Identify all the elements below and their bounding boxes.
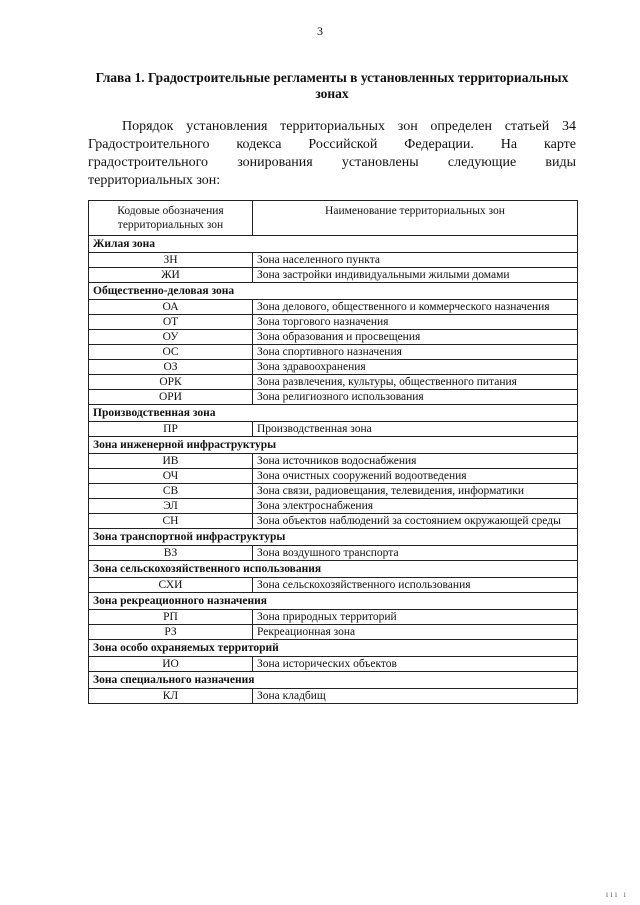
zone-code: ЭЛ (89, 499, 253, 514)
zone-group-name: Зона инженерной инфраструктуры (89, 437, 578, 454)
zone-code: СВ (89, 484, 253, 499)
table-row (89, 578, 578, 593)
zone-group-row (89, 672, 578, 689)
zone-group-row (89, 529, 578, 546)
table-row (89, 484, 578, 499)
table-row (89, 360, 578, 375)
zone-code: ОЧ (89, 469, 253, 484)
table-row (89, 390, 578, 405)
zone-code: ОРИ (89, 390, 253, 405)
zone-name: Зона очистных сооружений водоотведения (253, 469, 578, 484)
zone-name: Зона природных территорий (253, 610, 578, 625)
zone-group-name: Зона специального назначения (89, 672, 578, 689)
zone-name: Производственная зона (253, 422, 578, 437)
zone-name: Зона делового, общественного и коммерческого назначения (253, 300, 578, 315)
table-row (89, 268, 578, 283)
zones-table (88, 200, 578, 704)
zone-name: Зона исторических объектов (253, 657, 578, 672)
zone-group-name: Жилая зона (89, 236, 578, 253)
zone-name: Зона религиозного использования (253, 390, 578, 405)
table-row (89, 514, 578, 529)
page-number: 3 (317, 24, 323, 38)
zone-name: Зона кладбищ (253, 689, 578, 704)
zone-group-row (89, 640, 578, 657)
zone-name: Зона связи, радиовещания, телевидения, информатики (253, 484, 578, 499)
table-row (89, 422, 578, 437)
zone-name: Зона торгового назначения (253, 315, 578, 330)
zone-code: ЗН (89, 253, 253, 268)
zone-group-name: Зона рекреационного назначения (89, 593, 578, 610)
table-row (89, 345, 578, 360)
zone-group-row (89, 437, 578, 454)
zone-code: ОА (89, 300, 253, 315)
zone-name: Зона электроснабжения (253, 499, 578, 514)
table-row (89, 330, 578, 345)
zone-code: ИО (89, 657, 253, 672)
zone-group-row (89, 561, 578, 578)
zone-code: ВЗ (89, 546, 253, 561)
table-row (89, 610, 578, 625)
zone-group-name: Общественно-деловая зона (89, 283, 578, 300)
zone-group-row (89, 283, 578, 300)
table-row (89, 253, 578, 268)
table-row (89, 499, 578, 514)
zone-name: Рекреационная зона (253, 625, 578, 640)
zone-code: СН (89, 514, 253, 529)
zone-group-name: Производственная зона (89, 405, 578, 422)
table-row (89, 454, 578, 469)
zone-code: ОС (89, 345, 253, 360)
zone-code: РЗ (89, 625, 253, 640)
zone-name: Зона здравоохранения (253, 360, 578, 375)
table-row (89, 315, 578, 330)
zone-group-row (89, 236, 578, 253)
zone-group-row (89, 405, 578, 422)
table-header-row (89, 201, 578, 236)
zone-code: ОЗ (89, 360, 253, 375)
zone-group-name: Зона транспортной инфраструктуры (89, 529, 578, 546)
table-row (89, 689, 578, 704)
zone-name: Зона объектов наблюдений за состоянием окружающей среды (253, 514, 578, 529)
table-row (89, 375, 578, 390)
zone-code: РП (89, 610, 253, 625)
zone-code: СХИ (89, 578, 253, 593)
zone-group-name: Зона сельскохозяйственного использования (89, 561, 578, 578)
zone-code: ОРК (89, 375, 253, 390)
zone-code: ЖИ (89, 268, 253, 283)
zone-code: ПР (89, 422, 253, 437)
zone-code: КЛ (89, 689, 253, 704)
zone-name: Зона сельскохозяйственного использования (253, 578, 578, 593)
zone-name: Зона застройки индивидуальными жилыми домами (253, 268, 578, 283)
zone-name: Зона спортивного назначения (253, 345, 578, 360)
table-row (89, 300, 578, 315)
table-row (89, 546, 578, 561)
zone-name: Зона воздушного транспорта (253, 546, 578, 561)
table-row (89, 469, 578, 484)
table-row (89, 625, 578, 640)
zone-name: Зона источников водоснабжения (253, 454, 578, 469)
zone-code: ИВ (89, 454, 253, 469)
table-row (89, 657, 578, 672)
zone-code: ОУ (89, 330, 253, 345)
intro-paragraph: Порядок установления территориальных зон определен статьей 34 Градостроительного кодекса Российской Федерации. На карте градостроительного зонирования установлены следующие виды территориальных зон: (88, 119, 576, 188)
zone-name: Зона образования и просвещения (253, 330, 578, 345)
zone-name: Зона развлечения, культуры, общественного питания (253, 375, 578, 390)
header-name: Наименование территориальных зон (253, 201, 578, 236)
footer-marks: ııı ı (605, 889, 628, 899)
zone-group-name: Зона особо охраняемых территорий (89, 640, 578, 657)
zone-name: Зона населенного пункта (253, 253, 578, 268)
zone-group-row (89, 593, 578, 610)
zone-code: ОТ (89, 315, 253, 330)
header-code: Кодовые обозначения территориальных зон (89, 201, 253, 236)
chapter-title: Глава 1. Градостроительные регламенты в установленных территориальных зонах (95, 70, 569, 101)
